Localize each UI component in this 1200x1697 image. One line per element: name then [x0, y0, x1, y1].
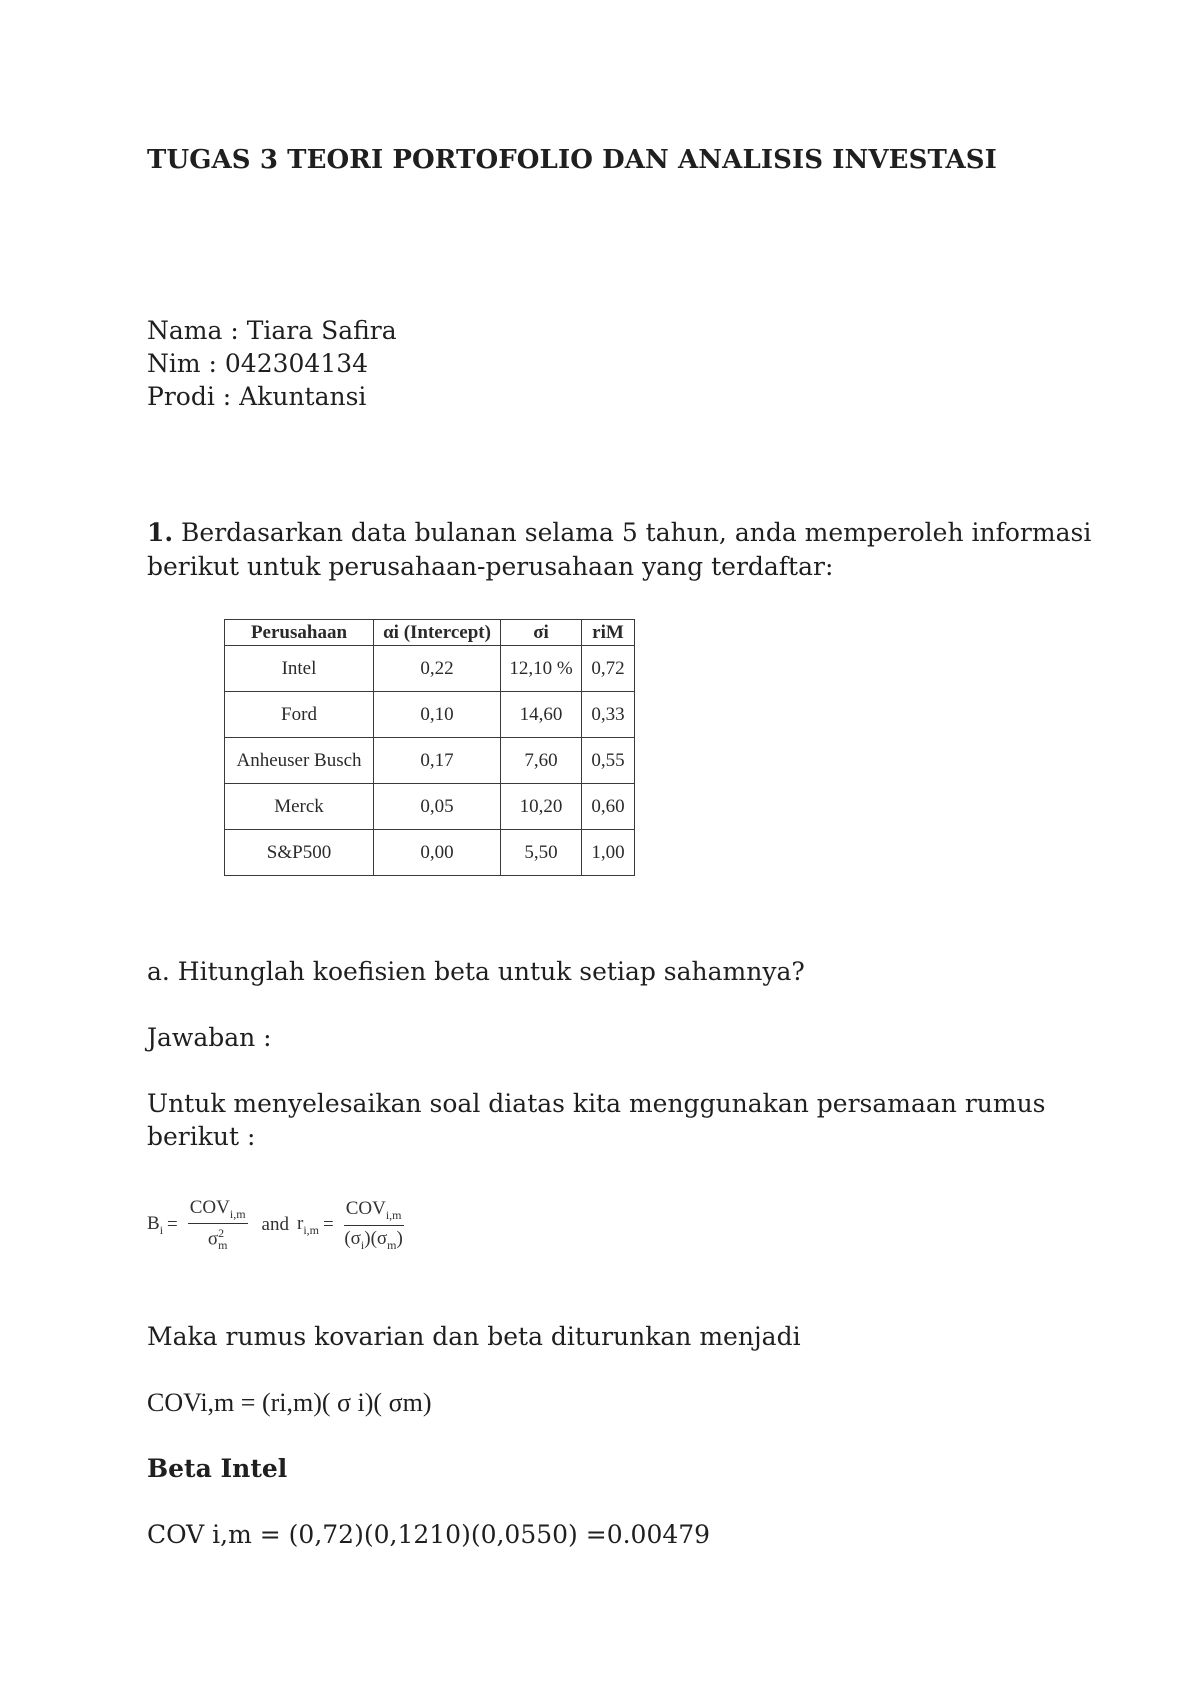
- table-cell: 10,20: [501, 784, 582, 830]
- table-cell: Merck: [225, 784, 374, 830]
- table-cell: Anheuser Busch: [225, 738, 374, 784]
- intro-line-1: Untuk menyelesaikan soal diatas kita menggunakan persamaan rumus: [147, 1089, 1046, 1118]
- cov-formula: COVi,m = (ri,m)( σ i)( σm): [147, 1388, 432, 1417]
- answer-label: Jawaban :: [147, 1023, 272, 1052]
- student-nim: Nim : 042304134: [147, 349, 369, 378]
- table-cell: 0,33: [582, 692, 635, 738]
- table-cell: 5,50: [501, 830, 582, 876]
- question-a: a. Hitunglah koefisien beta untuk setiap sahamnya?: [147, 957, 805, 986]
- student-prodi: Prodi : Akuntansi: [147, 382, 367, 411]
- table-row: [225, 784, 635, 830]
- question-1-line-1: [147, 516, 1091, 549]
- page-title: TUGAS 3 TEORI PORTOFOLIO DAN ANALISIS INVESTASI: [147, 145, 997, 175]
- table-cell: Ford: [225, 692, 374, 738]
- table-cell: 14,60: [501, 692, 582, 738]
- table-cell: 0,22: [374, 646, 501, 692]
- table-header-sigma: σi: [501, 620, 582, 646]
- table-header-rim: riM: [582, 620, 635, 646]
- beta-symbol: $B_i$: [147, 1212, 164, 1237]
- question-1-text: Berdasarkan data bulanan selama 5 tahun, anda memperoleh informasi: [173, 518, 1092, 547]
- correlation-fraction: [344, 1198, 404, 1253]
- table-row: [225, 692, 635, 738]
- beta-denominator: $\sigma^2_m$: [207, 1226, 228, 1253]
- formula-and: and: [261, 1214, 289, 1235]
- table-cell: 0,55: [582, 738, 635, 784]
- table-header-perusahaan: Perusahaan: [225, 620, 374, 646]
- company-data-table: [224, 619, 635, 876]
- table-header-alpha: αi (Intercept): [374, 620, 501, 646]
- beta-numerator: $COV_{i,m}$: [188, 1197, 248, 1225]
- beta-fraction: [188, 1197, 248, 1254]
- question-1-line-2: berikut untuk perusahaan-perusahaan yang terdaftar:: [147, 552, 834, 581]
- table-cell: 0,05: [374, 784, 501, 830]
- table-cell: 0,00: [374, 830, 501, 876]
- intro-line-2: berikut :: [147, 1122, 256, 1151]
- equals-sign: =: [322, 1214, 334, 1235]
- derivation-text: Maka rumus kovarian dan beta diturunkan menjadi: [147, 1322, 801, 1351]
- beta-intel-heading: Beta Intel: [147, 1454, 288, 1483]
- table-cell: 0,60: [582, 784, 635, 830]
- beta-intel-cov: COV i,m = (0,72)(0,1210)(0,0550) =0.00479: [147, 1520, 711, 1549]
- table-cell: S&P500: [225, 830, 374, 876]
- beta-formula: [147, 1190, 410, 1260]
- table-cell: 12,10 %: [501, 646, 582, 692]
- table-cell: 0,10: [374, 692, 501, 738]
- table-cell: 0,72: [582, 646, 635, 692]
- equals-sign: =: [167, 1214, 178, 1235]
- table-row: [225, 738, 635, 784]
- question-1-number: 1.: [147, 518, 174, 547]
- table-cell: Intel: [225, 646, 374, 692]
- student-name: Nama : Tiara Safira: [147, 316, 397, 345]
- table-row: [225, 830, 635, 876]
- table-row: [225, 646, 635, 692]
- correlation-numerator: $COV_{i,m}$: [344, 1198, 404, 1226]
- table-header-row: [225, 620, 635, 646]
- correlation-symbol: $r_{i,m}$: [296, 1212, 319, 1237]
- table-cell: 0,17: [374, 738, 501, 784]
- table-cell: 7,60: [501, 738, 582, 784]
- correlation-denominator: $(\sigma_i)(\sigma_m)$: [344, 1227, 403, 1252]
- table-cell: 1,00: [582, 830, 635, 876]
